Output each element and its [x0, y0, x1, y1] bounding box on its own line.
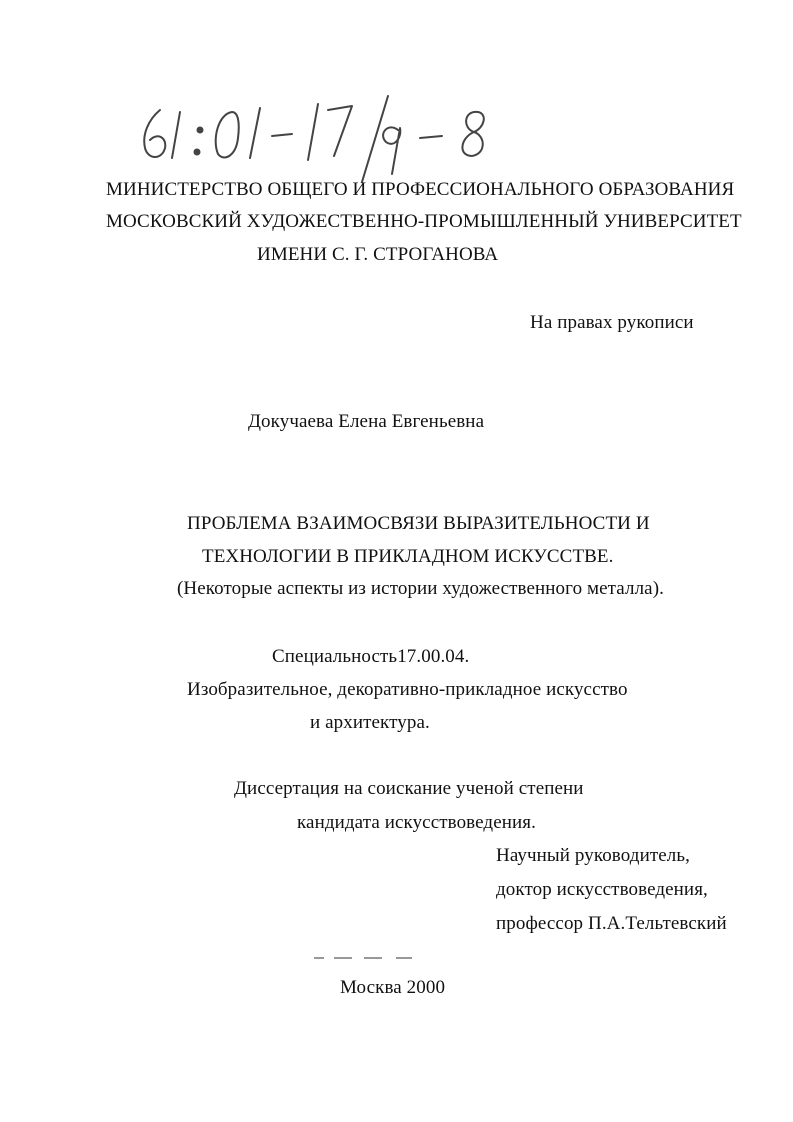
separator-dashes — [312, 955, 417, 961]
place-and-year: Москва 2000 — [340, 977, 446, 998]
advisor-label: Научный руководитель, — [496, 845, 690, 866]
specialty-description-continued: и архитектура. — [310, 712, 430, 733]
degree-name: кандидата искусствоведения. — [297, 812, 536, 833]
ministry-heading: МИНИСТЕРСТВО ОБЩЕГО И ПРОФЕССИОНАЛЬНОГО ОБРАЗОВАНИЯ — [106, 179, 735, 200]
advisor-degree: доктор искусствоведения, — [496, 879, 708, 900]
author-name: Докучаева Елена Евгеньевна — [248, 411, 485, 432]
specialty-description: Изобразительное, декоративно-прикладное искусство — [187, 679, 628, 700]
dissertation-purpose: Диссертация на соискание ученой степени — [234, 778, 584, 799]
manuscript-rights-note: На правах рукописи — [530, 312, 694, 333]
thesis-title-line-1: ПРОБЛЕМА ВЗАИМОСВЯЗИ ВЫРАЗИТЕЛЬНОСТИ И — [187, 513, 650, 534]
thesis-title-line-2: ТЕХНОЛОГИИ В ПРИКЛАДНОМ ИСКУССТВЕ. — [202, 546, 614, 567]
handwritten-catalog-number — [120, 90, 540, 185]
specialty-code: Специальность17.00.04. — [272, 646, 470, 667]
university-heading: МОСКОВСКИЙ ХУДОЖЕСТВЕННО-ПРОМЫШЛЕННЫЙ УНИВЕРСИТЕТ — [106, 211, 742, 232]
thesis-subtitle: (Некоторые аспекты из истории художественного металла). — [177, 578, 664, 599]
advisor-name: профессор П.А.Тельтевский — [496, 913, 727, 934]
university-name-heading: ИМЕНИ С. Г. СТРОГАНОВА — [257, 244, 499, 265]
